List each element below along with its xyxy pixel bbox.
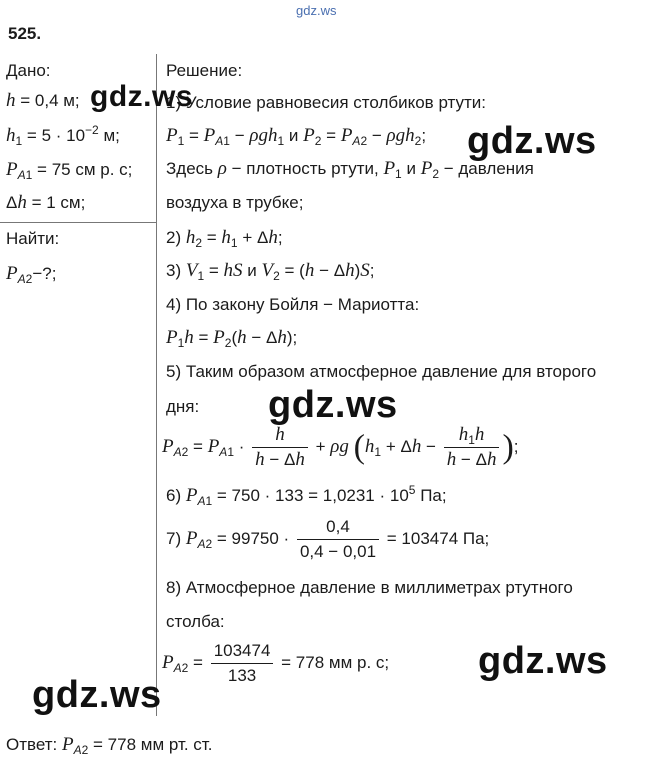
- step-8-cont: столба:: [166, 612, 225, 631]
- watermark-1: gdz.ws: [90, 80, 194, 113]
- watermark-2: gdz.ws: [467, 120, 597, 162]
- watermark-3: gdz.ws: [268, 384, 398, 426]
- step-2: 2) $h_2 = h_1 + \Delta h$;: [166, 227, 283, 250]
- given-underline: [0, 222, 157, 223]
- given-pa1: $P_{A1} = 75$ см р. с;: [6, 159, 133, 182]
- step-6: 6) $P_{A1} = 750 \cdot 133 = 1,0231 \cdot 10^5$ Па;: [166, 483, 447, 508]
- given-h1: $h_1 = 5 \cdot 10^{-2}$ м;: [6, 123, 120, 148]
- given-h: h = 0,4 м;: [6, 90, 80, 111]
- step-8: 8) Атмосферное давление в миллиметрах ртутного: [166, 578, 573, 597]
- step-3: 3) $V_1$ = hS и $V_2 = (h - \Delta h)S$;: [166, 260, 375, 283]
- step-1-note-cont: воздуха в трубке;: [166, 193, 304, 212]
- problem-number: 525.: [8, 24, 42, 43]
- watermark-4: gdz.ws: [478, 640, 608, 682]
- solution-heading: Решение:: [166, 61, 243, 80]
- step-8-formula: $P_{A2}$ = $\frac{103474}{133}$ = 778 мм р. с;: [162, 641, 390, 685]
- given-dh: Δh = 1 см;: [6, 192, 86, 213]
- answer: Ответ: $P_{A2} = 778$ мм рт. ст.: [6, 734, 213, 757]
- step-7: 7) $P_{A2} = 99750$ · $\frac{0,4}{0,4 - 0,01}$ = 103474 Па;: [166, 517, 490, 561]
- top-watermark: gdz.ws: [296, 3, 337, 18]
- find-item: $P_{A2}-$?;: [6, 263, 57, 286]
- step-1-note: Здесь ρ − плотность ртути, $P_1$ и $P_2$ − давления: [166, 158, 534, 181]
- step-5: 5) Таким образом атмосферное давление для второго: [166, 362, 597, 381]
- step-4: 4) По закону Бойля − Мариотта:: [166, 295, 420, 314]
- step-5-cont: дня:: [166, 397, 200, 416]
- step-4-formula: $P_1h = P_2(h - \Delta h)$;: [166, 327, 298, 350]
- column-divider: [156, 54, 157, 716]
- step-1: 1) Условие равновесия столбиков ртути:: [166, 93, 487, 112]
- step-1-formula: $P_1 = P_{A1} - \rho gh_1$ и $P_2 = P_{A2} - \rho gh_2$;: [166, 125, 427, 148]
- watermark-5: gdz.ws: [32, 674, 162, 716]
- step-5-formula: $P_{A2} = P_{A1}$ · $\frac{h}{h - \Delta h}$ + ρg ($h_1 + \Delta h$ − $\frac{h_1h}{h - \Delta h}$ );: [162, 424, 519, 470]
- given-heading: Дано:: [6, 61, 51, 80]
- find-heading: Найти:: [6, 229, 60, 248]
